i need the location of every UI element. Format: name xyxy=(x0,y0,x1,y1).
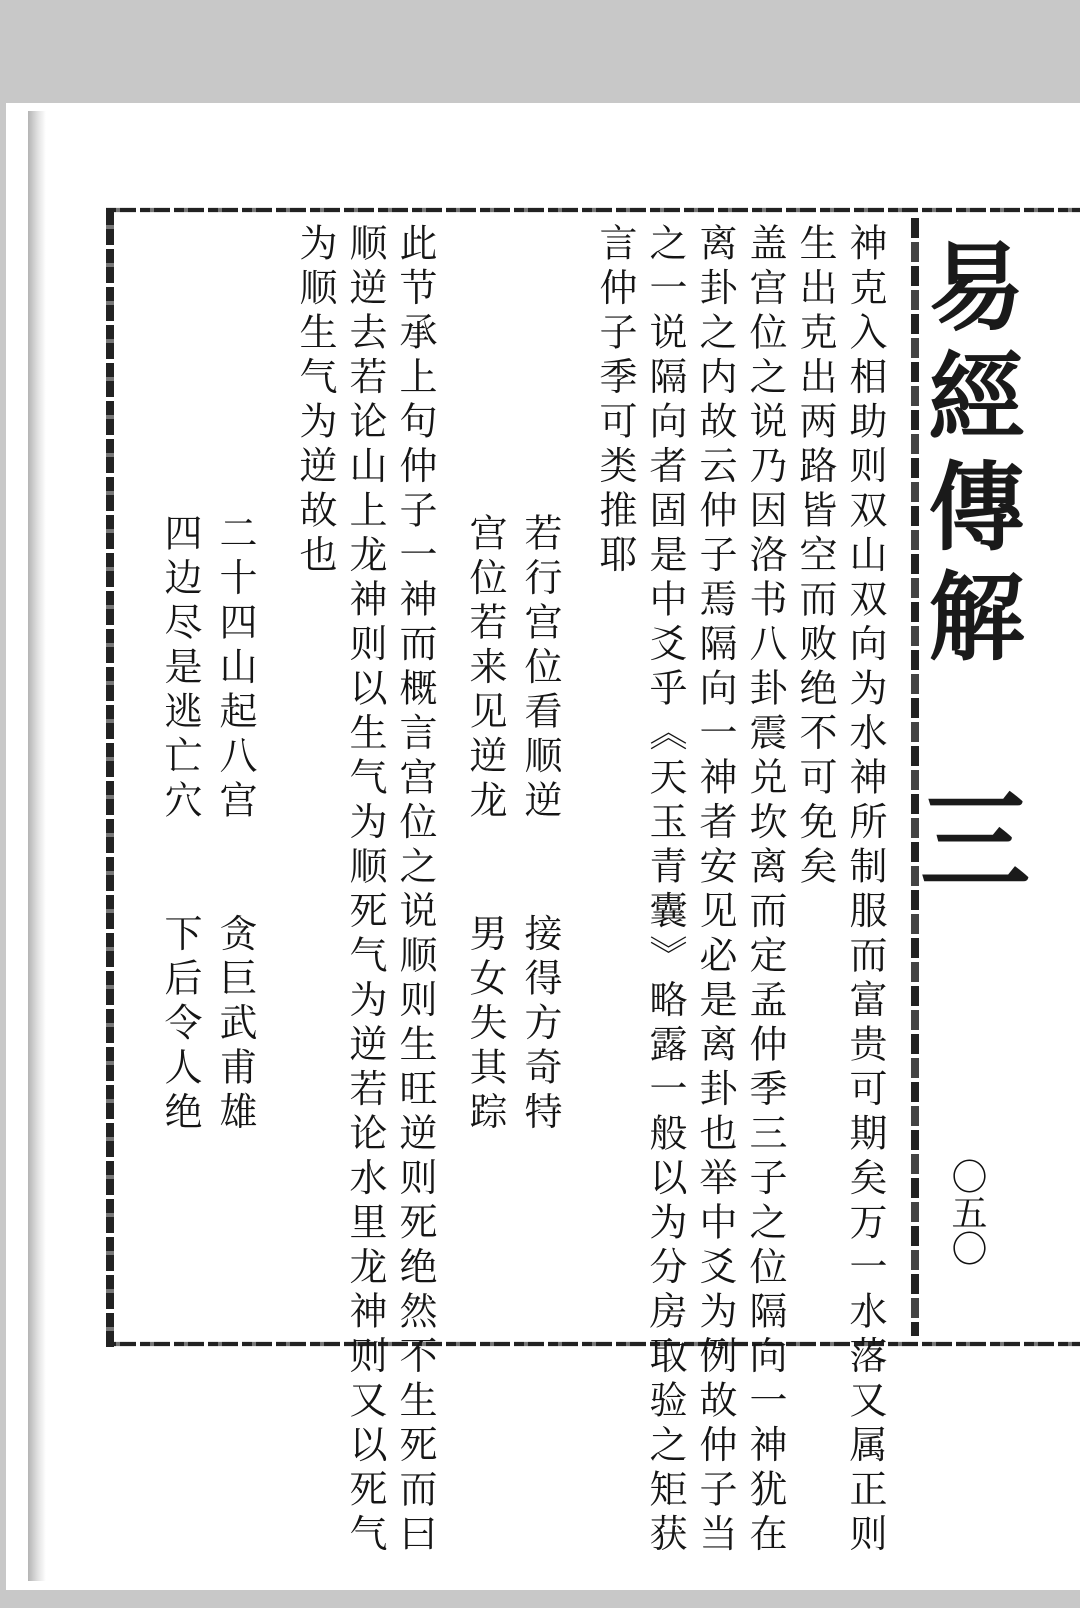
verse-line: 二十四山起八宫 贪巨武甫雄 xyxy=(213,513,257,1136)
title-char: 易 xyxy=(928,231,1025,344)
title-char: 傳 xyxy=(928,451,1025,564)
text-column: 生出克出两路皆空而败绝不可免矣 xyxy=(793,223,837,891)
text-column: 顺逆去若论山上龙神则以生气为顺死气为逆若论水里龙神则又以死气 xyxy=(343,223,387,1558)
title-char: 解 xyxy=(928,561,1025,674)
text-column: 离卦之内故云仲子焉隔向一神者安见必是离卦也举中爻为例故仲子当 xyxy=(693,223,737,1558)
decorative-border-top xyxy=(106,203,1080,217)
spine-shadow xyxy=(28,111,46,1581)
title-char: 經 xyxy=(928,341,1025,454)
text-column: 为顺生气为逆故也 xyxy=(293,223,337,579)
text-column: 神克入相助则双山双向为水神所制服而富贵可期矣万一水落又属正则 xyxy=(843,223,887,1558)
decorative-border-right xyxy=(911,218,919,1336)
book-page xyxy=(6,103,1080,1590)
chapter-mark-text: 三 xyxy=(920,777,1030,906)
decorative-border-bottom xyxy=(106,1337,1080,1351)
text-column: 此节承上句仲子一神而概言宫位之说顺则生旺逆则死绝然不生死而曰 xyxy=(393,223,437,1558)
verse-line: 若行宫位看顺逆 接得方奇特 xyxy=(518,513,562,1136)
text-column: 言仲子季可类推耶 xyxy=(593,223,637,579)
text-column: 盖宫位之说乃因洛书八卦震兑坎离而定孟仲季三子之位隔向一神犹在 xyxy=(743,223,787,1558)
text-column: 之一说隔向者固是中爻乎《天玉青囊》略露一般以为分房取验之矩获 xyxy=(643,223,687,1558)
decorative-border-left xyxy=(106,211,114,1347)
chapter-mark xyxy=(920,768,1030,918)
page-number: 〇五〇 xyxy=(946,1158,987,1266)
verse-line: 四边尽是逃亡穴 下后令人绝 xyxy=(158,513,202,1136)
verse-line: 宫位若来见逆龙 男女失其踪 xyxy=(463,513,507,1136)
vertical-text-block xyxy=(151,218,901,1558)
